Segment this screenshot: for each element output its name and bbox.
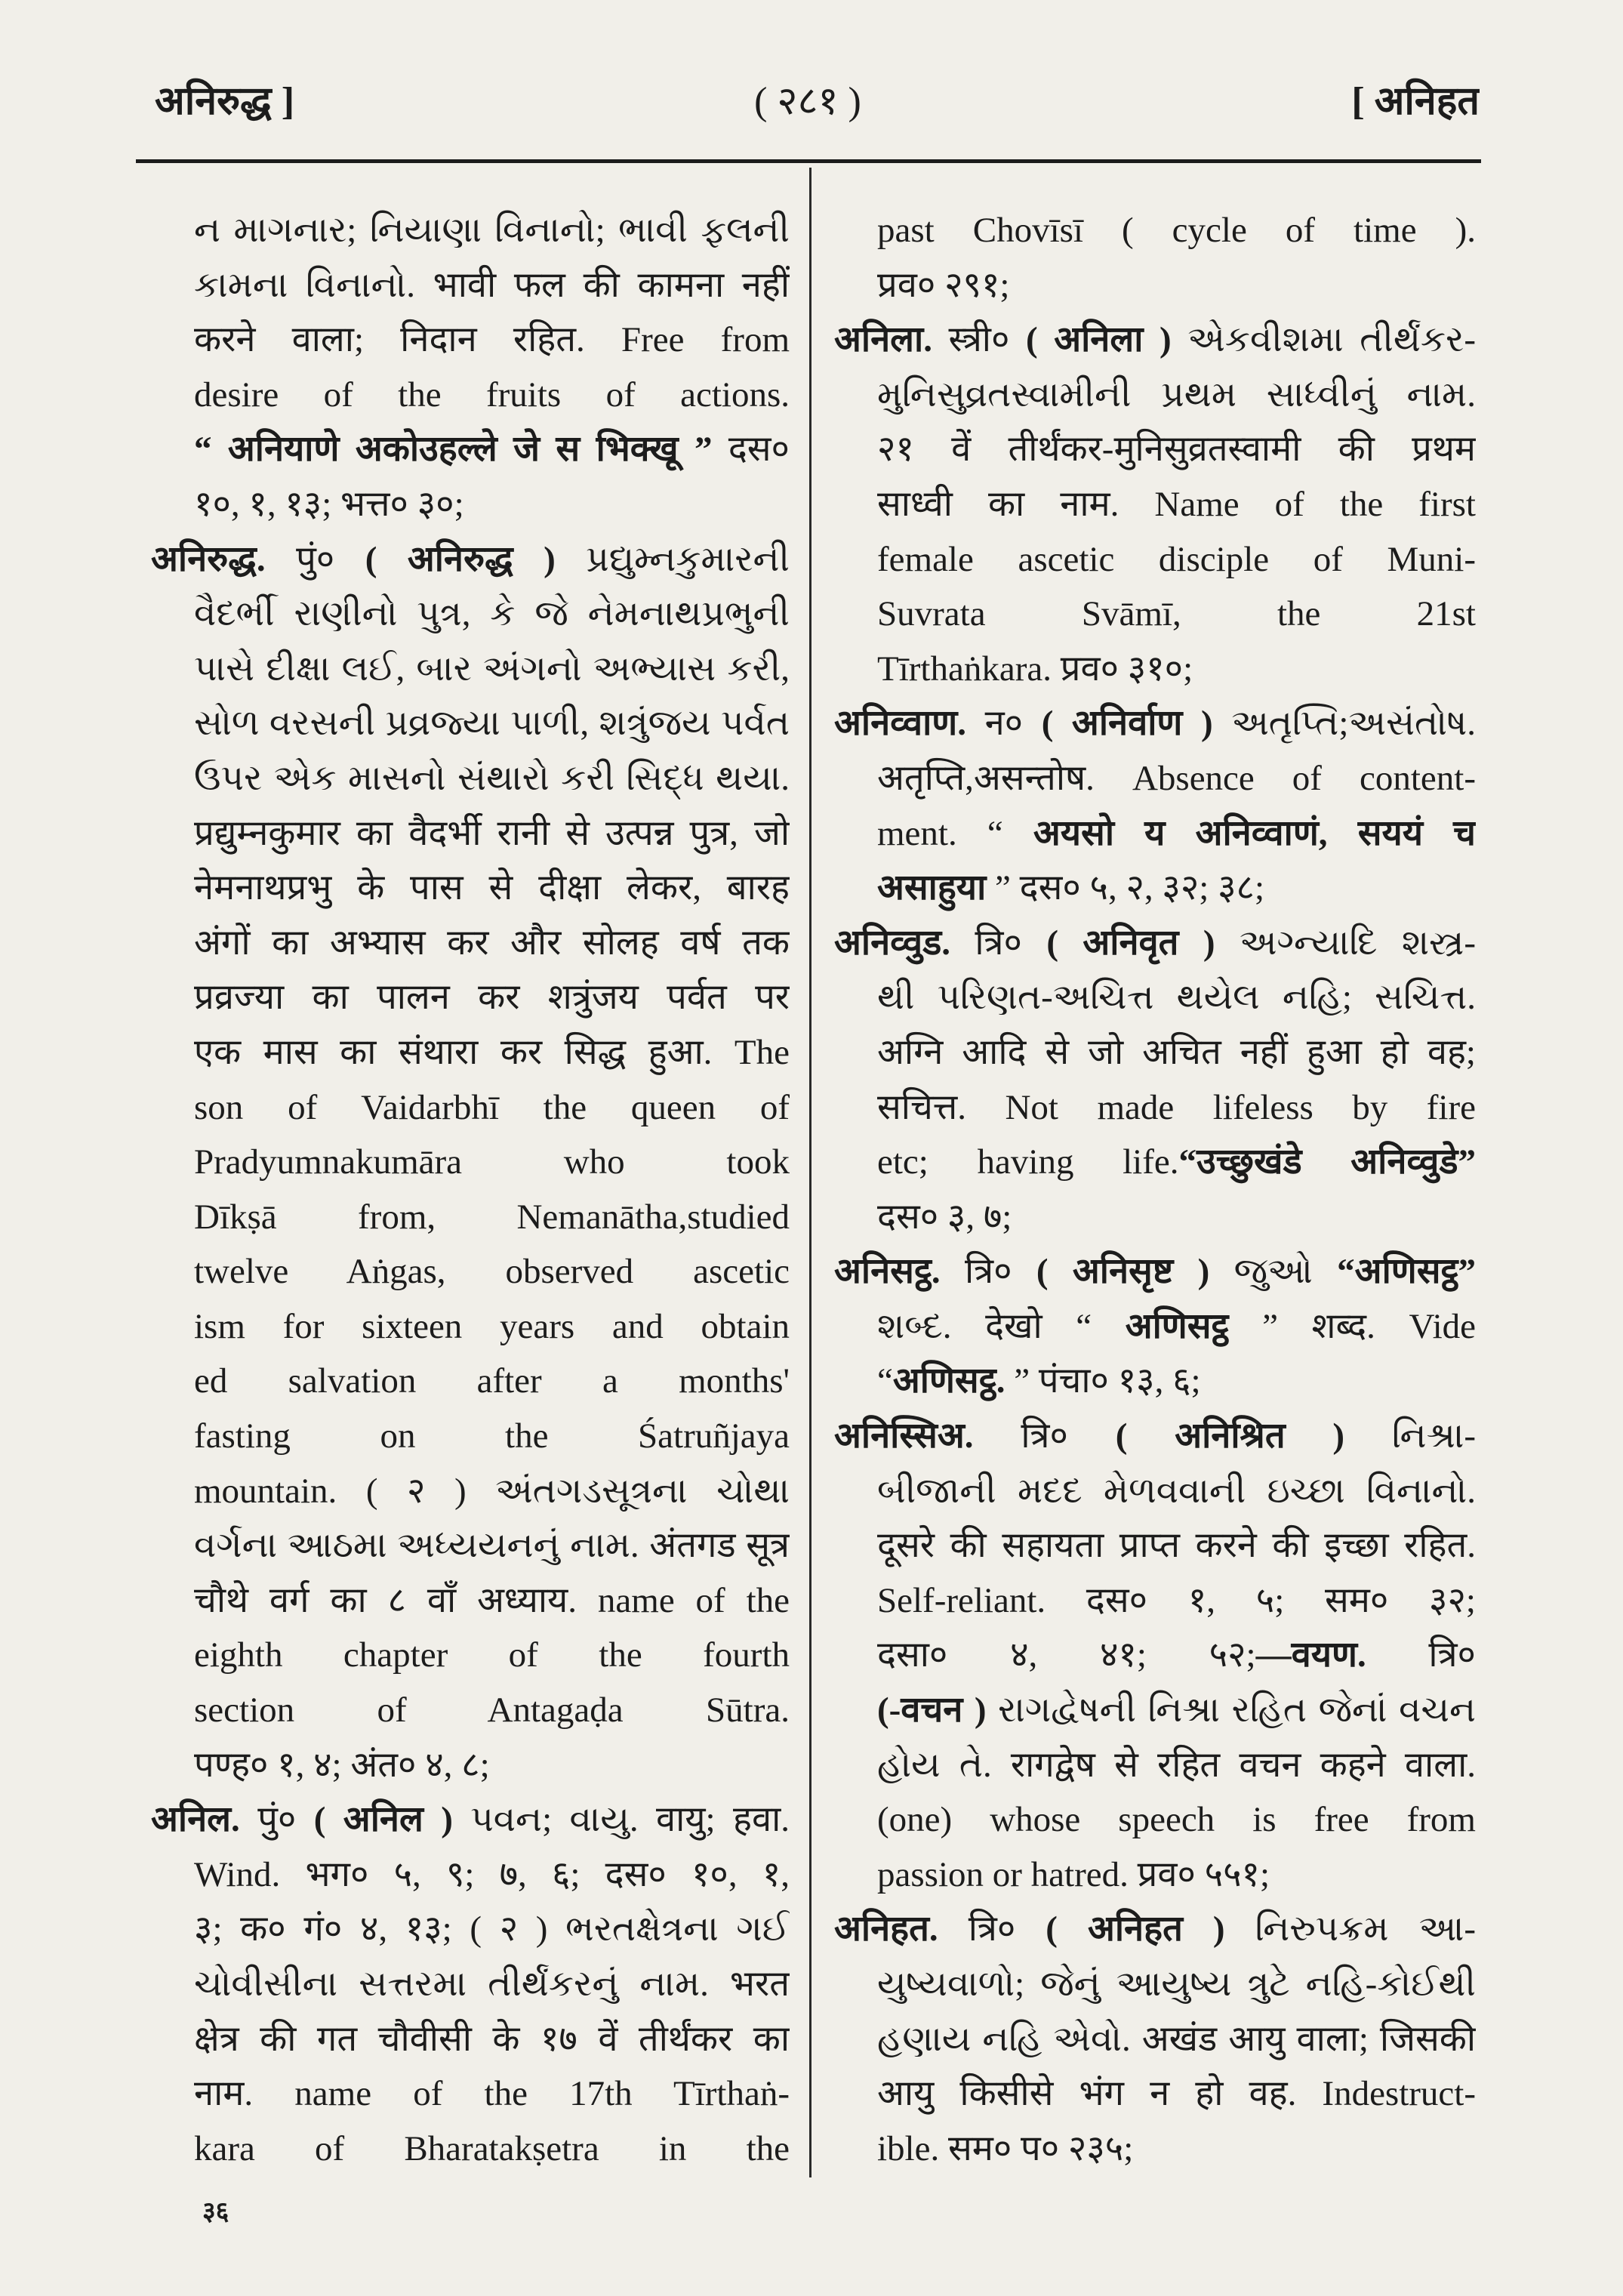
sanskrit-equivalent: ( अनिसृष्ट ) [1036,1252,1210,1292]
text-line [151,1573,790,1629]
line-text: section of Antagaḍa Sūtra. [194,1690,790,1730]
text-line [151,203,790,258]
entry-anilaa [834,313,1476,696]
line-text: Wind. भग० ५, ९; ७, ६; दस० १०, १, [194,1854,790,1894]
text-line [834,422,1476,477]
column-divider [809,168,812,2177]
grammar-label: त्रि० [1366,1635,1476,1675]
text-line [834,587,1476,642]
line-text: વર્ગના આઠમા અધ્યયનનું નામ. अंतगड सूत्र [194,1526,790,1566]
text-line [834,970,1476,1025]
citation: ” पंचा० १३, ६; [1005,1361,1201,1401]
headword: अनिव्वुड. [834,923,950,963]
text-line [834,1957,1476,2012]
text-line [151,1135,790,1190]
text-line [151,2012,790,2067]
line-text: करने वाला; निदान रहित. Free from [194,320,790,360]
line-text: હણાય નહિ એવો. अखंड आयु वाला; जिसकी [877,2019,1476,2059]
entry-anivvana [834,696,1476,915]
citation: दस० ३, ७; [877,1197,1012,1237]
running-header [0,69,1623,134]
line-text: મુનિસુવ્રતસ્વામીની પ્રથમ સાધ્વીનું નામ. [877,374,1476,415]
line-text: શબ્દ. देखो “ [877,1306,1126,1346]
sanskrit-equivalent: ( अनिर्वाण ) [1041,704,1213,744]
line-text: नाम. name of the 17th Tīrthaṅ- [194,2074,790,2114]
sanskrit-equivalent: (-वचन ) [877,1690,987,1730]
grammar-label: त्रि० [950,923,1047,963]
text-line [834,642,1476,697]
line-text: ism for sixteen years and obtain [194,1306,790,1346]
line-text: साध्वी का नाम. Name of the first [877,484,1476,524]
grammar-label: त्रि० [938,1909,1046,1949]
line-text: प्रव्रज्या का पालन कर शत्रुंजय पर्वत पर [194,978,790,1018]
line-text: fasting on the Śatruñjaya [194,1416,790,1456]
text-line [834,1299,1476,1354]
grammar-label: स्त्री० [932,320,1026,360]
entry-continued-from-previous-page [151,203,790,532]
text-line [834,2066,1476,2122]
text-line [834,1464,1476,1519]
line-text: ” शब्द. Vide [1228,1306,1476,1346]
text-line [151,1902,790,1957]
grammar-label: न० [965,704,1042,744]
left-column [151,203,790,2176]
citation: दस० [712,430,790,470]
line-text: પાસે દીક્ષા લઈ, બાર અંગનો અભ્યાસ કરી, [194,649,790,689]
citation: पण्ह० १, ४; अंत० ४, ८; [194,1745,490,1785]
text-line [151,696,790,751]
text-line [151,1244,790,1299]
headword: अनिल. [151,1800,240,1840]
citation: दसा० ४, ४१; ५२; [877,1635,1256,1675]
line-text: twelve Aṅgas, observed ascetic [194,1252,790,1292]
line-text: Dīkṣā from, Nemanātha,studied [194,1197,790,1237]
text-line [151,751,790,806]
line-text: अग्नि आदि से जो अचित नहीं हुआ हो वह; [877,1032,1476,1072]
line-text: ment. “ [877,813,1033,853]
text-line [834,258,1476,313]
line-text: યુષ્યવાળો; જેનું આયુષ્ય ત્રુટે નહિ-કોઈથી [877,1965,1476,2004]
text-line [834,203,1476,258]
grammar-label: त्रि० [940,1252,1036,1292]
line-text: પ્રદ્યુમ્નકુમારની [555,539,790,579]
citation: प्रव० २९१; [877,265,1010,305]
line-text: ન માગનાર; નિયાણા વિનાનો; ભાવી ફલની [194,211,790,250]
line-text: કામના વિનાનો. भावी फल की कामना नहीं [194,265,790,305]
text-line [151,970,790,1025]
entry-aniruddha [151,532,790,1793]
line-text: mountain. ( २ ) અંતગડસૂત્રના ચોથા [194,1471,790,1511]
line-text: “ [877,1361,893,1401]
line-text: નિરુપક્રમ આ- [1224,1909,1476,1949]
text-line [834,861,1476,916]
line-text: अतृप्ति,असन्तोष. Absence of content- [877,758,1476,798]
quotation: अयसो य अनिव्वाणं, सययं च [1033,813,1476,853]
headword: अनिरुद्ध. [151,539,266,579]
text-line [151,1409,790,1464]
text-line [834,1628,1476,1683]
text-line [151,1738,790,1793]
text-line [151,916,790,971]
headword: अनिस्सिअ. [834,1416,974,1456]
signature-mark: ३६ [202,2198,229,2226]
text-line [151,477,790,532]
text-line [151,1080,790,1136]
line-text: आयु किसीसे भंग न हो वह. Indestruct- [877,2074,1476,2114]
entry-anissia [834,1409,1476,1902]
line-text: Self-reliant. दस० १, ५; सम० ३२; [877,1580,1476,1620]
text-line [834,1848,1476,1903]
line-text: પવન; વાયુ. वायु; हवा. [452,1800,790,1840]
sanskrit-equivalent: ( अनिला ) [1025,320,1172,360]
headword-line [834,1244,1476,1299]
line-text: चौथे वर्ग का ८ वाँ अध्याय. name of the [194,1580,790,1620]
headword-line [834,313,1476,368]
page-number: ( २८१ ) [754,80,861,123]
line-text: બીજાની મદદ મેળવવાની ઇચ્છા વિનાનો. [877,1471,1476,1511]
headword: अनिसट्ठ. [834,1252,941,1292]
text-line [151,1299,790,1354]
quotation: “उच्छुखंडे अनिव्वुडे” [1178,1142,1476,1182]
cross-reference: अणिसट्ठ [1125,1306,1229,1346]
headword-line [834,916,1476,971]
cross-reference: अणिसट्ठ. [892,1361,1006,1401]
text-line [834,1025,1476,1080]
text-line [834,532,1476,587]
text-line [151,1628,790,1683]
text-line [151,1848,790,1903]
citation: ” दस० ५, २, ३२; ३८; [986,868,1265,908]
line-text: दूसरे की सहायता प्राप्त करने की इच्छा रहित. [877,1526,1476,1566]
line-text: अंगों का अभ्यास कर और सोलह वर्ष तक [194,923,790,963]
text-line [834,2012,1476,2067]
line-text: eighth chapter of the fourth [194,1635,790,1675]
headword-line [151,532,790,587]
line-text: क्षेत्र की गत चौवीसी के १७ वें तीर्थंकर का [194,2019,790,2059]
text-line [151,258,790,313]
text-line [834,1683,1476,1738]
line-text: સોળ વરસની પ્રવ્રજ્યા પાળી, શત્રુંજય પર્વત [194,704,790,744]
line-text: એકવીશમા તીર્થંકર- [1171,320,1476,360]
line-text: son of Vaidarbhī the queen of [194,1087,790,1127]
line-text: २१ वें तीर्थंकर-मुनिसुव्रतस्वामी की प्रथम [877,430,1476,470]
header-left-guideword: अनिरुद्ध ] [155,80,295,123]
line-text: female ascetic disciple of Muni- [877,539,1476,579]
sanskrit-equivalent: ( अनिवृत ) [1046,923,1215,963]
line-text: રાગદ્વેષની નિશ્રા રહિત જેનાં વચન [986,1690,1476,1730]
headword-line [151,1792,790,1848]
entry-anivvuda [834,916,1476,1245]
line-text: Pradyumnakumāra who took [194,1142,790,1182]
text-line [834,1080,1476,1136]
line-text: desire of the fruits of actions. [194,374,790,415]
text-line [834,1573,1476,1629]
text-line [151,1190,790,1245]
headword: अनिला. [834,320,932,360]
text-line [151,1957,790,2012]
text-line [151,1464,790,1519]
line-text: અતૃપ્તિ;અસંતોષ. [1212,704,1476,744]
line-text: ઉપર એક માસનો સંથારો કરી સિદ્ધ થયા. [194,758,790,798]
header-rule [136,159,1481,163]
text-line [151,368,790,423]
text-line [151,422,790,477]
line-text: વૈદર્ભી રાણીનો પુત્ર, કે જે નેમનાથપ્રભુની [194,594,790,634]
line-text: passion or hatred. प्रव० ५५१; [877,1854,1270,1894]
entry-anila-continued [834,203,1476,313]
line-text: થી પરિણત-અચિત્ત થયેલ નહિ; સચિત્ત. [877,978,1476,1018]
text-line [151,642,790,697]
line-text: past Chovīsī ( cycle of time ). [877,211,1476,250]
sanskrit-equivalent: ( अनिश्रित ) [1115,1416,1345,1456]
text-line [834,1792,1476,1848]
text-line [151,1683,790,1738]
right-column [834,203,1476,2176]
text-line [834,1354,1476,1409]
headword: अनिहत. [834,1909,938,1949]
text-line [151,806,790,861]
headword-line [834,1409,1476,1464]
line-text: (one) whose speech is free from [877,1800,1476,1840]
line-text: જુઓ [1209,1252,1338,1292]
grammar-label: पुं० [265,539,365,579]
sanskrit-equivalent: ( अनिल ) [313,1800,453,1840]
entry-anisattha [834,1244,1476,1409]
quotation: असाहुया [877,868,987,908]
text-line [151,1518,790,1573]
line-text: નિશ્રા- [1344,1416,1476,1456]
line-text: एक मास का संथारा कर सिद्ध हुआ. The [194,1032,790,1072]
entry-anila [151,1792,790,2176]
line-text: Suvrata Svāmī, the 21st [877,594,1476,634]
headword: अनिव्वाण. [834,704,966,744]
text-line [834,368,1476,423]
text-line [151,1354,790,1409]
text-line [834,2122,1476,2177]
line-text: અગ્ન્યાદિ શસ્ત્ર- [1215,923,1476,963]
header-right-guideword: [ अनिहत [1351,80,1480,123]
cross-reference: “अणिसट्ठ” [1337,1252,1476,1292]
citation: १०, १, १३; भत्त० ३०; [194,484,464,524]
text-line [834,477,1476,532]
text-line [151,861,790,916]
grammar-label: त्रि० [973,1416,1116,1456]
headword-line [834,696,1476,751]
quotation: “ अनियाणे अकोउहल्ले जे स भिक्खू ” [194,430,713,470]
text-line [151,2122,790,2177]
text-line [834,1518,1476,1573]
text-line [834,1190,1476,1245]
line-text: હોય તે. रागद्वेष से रहित वचन कहने वाला. [877,1745,1476,1785]
line-text: सचित्त. Not made lifeless by fire [877,1087,1476,1127]
grammar-label: पुं० [239,1800,314,1840]
sub-headword: —वयण. [1255,1635,1366,1675]
text-line [834,806,1476,861]
line-text: Tīrthaṅkara. प्रव० ३१०; [877,649,1193,689]
text-line [151,1025,790,1080]
text-line [834,1738,1476,1793]
line-text: ३; क० गं० ४, १३; ( २ ) ભરતક્ષેત્રના ગઈ [194,1909,790,1949]
line-text: ચોવીસીના સત્તરમા તીર્થંકરનું નામ. भरत [194,1965,790,2004]
headword-line [834,1902,1476,1957]
entry-anihata [834,1902,1476,2176]
text-line [834,751,1476,806]
text-line [151,2066,790,2122]
sanskrit-equivalent: ( अनिरुद्ध ) [365,539,556,579]
line-text: ible. सम० प० २३५; [877,2128,1134,2168]
line-text: ed salvation after a months' [194,1361,790,1401]
line-text: etc; having life. [877,1142,1179,1182]
text-line [151,313,790,368]
line-text: प्रद्युम्नकुमार का वैदर्भी रानी से उत्पन्न पुत्र, जो [194,813,790,853]
line-text: kara of Bharatakṣetra in the [194,2128,790,2168]
text-line [151,587,790,642]
line-text: नेमनाथप्रभु के पास से दीक्षा लेकर, बारह [194,868,790,908]
sanskrit-equivalent: ( अनिहत ) [1046,1909,1225,1949]
text-line [834,1135,1476,1190]
